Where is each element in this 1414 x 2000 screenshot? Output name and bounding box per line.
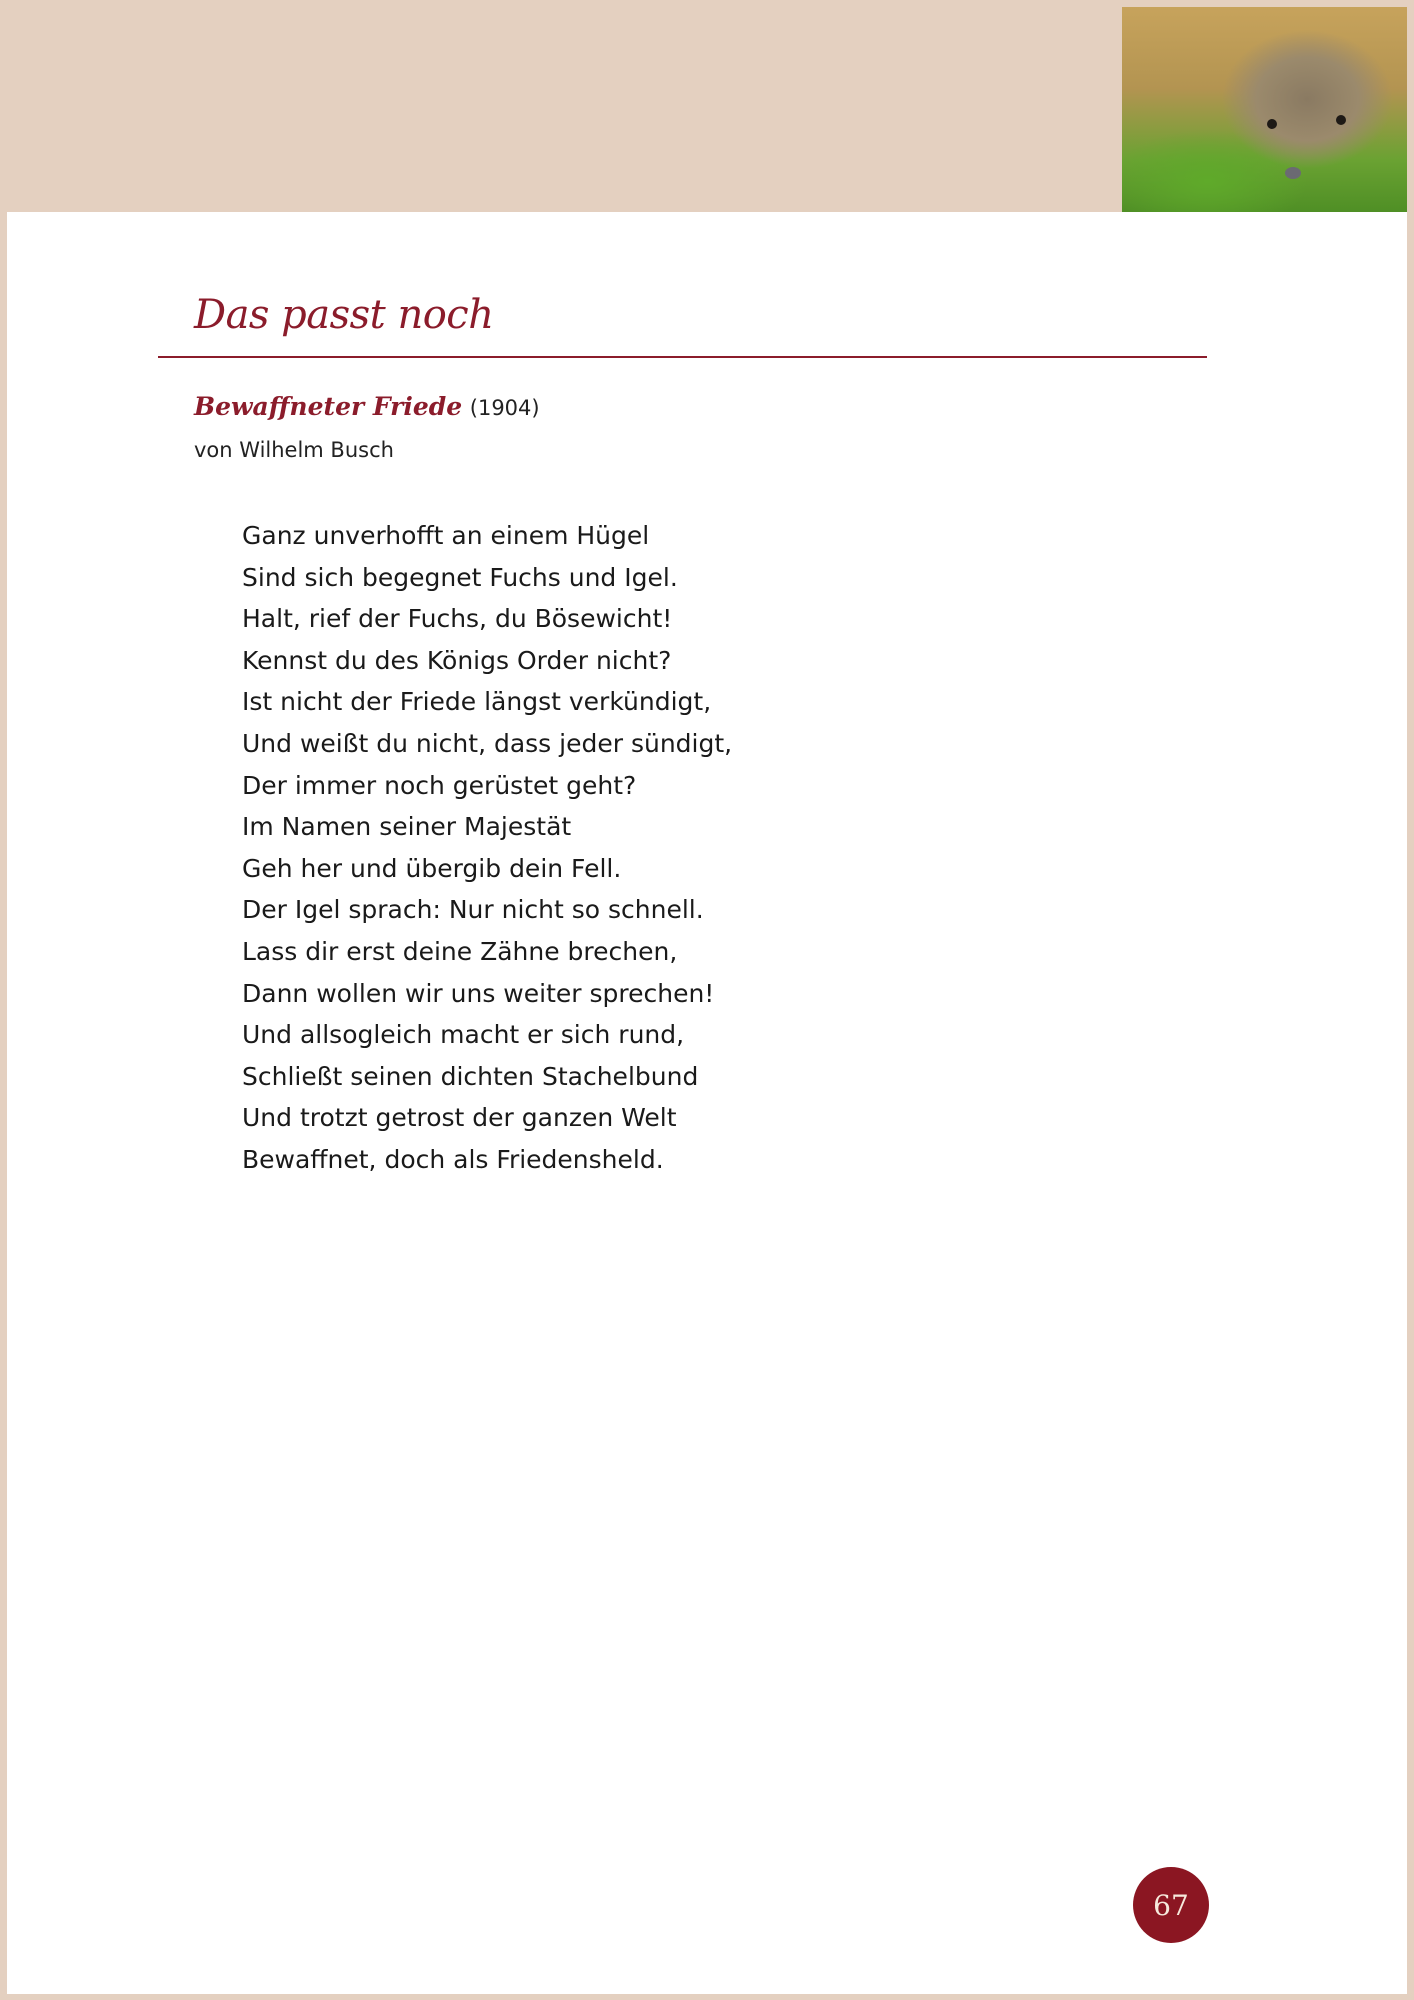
poem-line: Sind sich begegnet Fuchs und Igel. — [242, 562, 678, 592]
poem-year: (1904) — [469, 396, 540, 420]
hedgehog-nose — [1285, 167, 1301, 179]
poem-line: Der Igel sprach: Nur nicht so schnell. — [242, 895, 704, 925]
poem-body — [242, 515, 732, 1181]
poem-line: Ganz unverhofft an einem Hügel — [242, 521, 650, 550]
poem-line: Schließt seinen dichten Stachelbund — [242, 1061, 699, 1091]
poem-line: Geh her und übergib dein Fell. — [242, 853, 622, 883]
poem-line: Und trotzt getrost der ganzen Welt — [242, 1103, 677, 1133]
poem-line: Und weißt du nicht, dass jeder sündigt, — [242, 728, 733, 758]
hedgehog-photo — [1122, 7, 1407, 212]
poem-heading — [194, 392, 540, 421]
title-divider — [158, 356, 1207, 358]
poem-line: Bewaffnet, doch als Friedensheld. — [242, 1144, 664, 1174]
hedgehog-eye — [1267, 119, 1277, 129]
poem-author: von Wilhelm Busch — [194, 438, 394, 462]
poem-line: Der immer noch gerüstet geht? — [242, 770, 637, 800]
poem-line: Halt, rief der Fuchs, du Bösewicht! — [242, 604, 673, 634]
poem-line: Lass dir erst deine Zähne brechen, — [242, 936, 678, 966]
hedgehog-eye — [1336, 115, 1346, 125]
poem-line: Kennst du des Königs Order nicht? — [242, 645, 672, 675]
poem-line: Und allsogleich macht er sich rund, — [242, 1020, 685, 1050]
poem-title: Bewaffneter Friede — [194, 392, 463, 421]
page-number-badge — [1133, 1867, 1209, 1943]
poem-line: Ist nicht der Friede längst verkündigt, — [242, 687, 712, 717]
poem-line: Dann wollen wir uns weiter sprechen! — [242, 978, 715, 1008]
poem-line: Im Namen seiner Majestät — [242, 812, 572, 842]
page-title: Das passt noch — [194, 292, 494, 338]
page-number: 67 — [1153, 1888, 1189, 1922]
